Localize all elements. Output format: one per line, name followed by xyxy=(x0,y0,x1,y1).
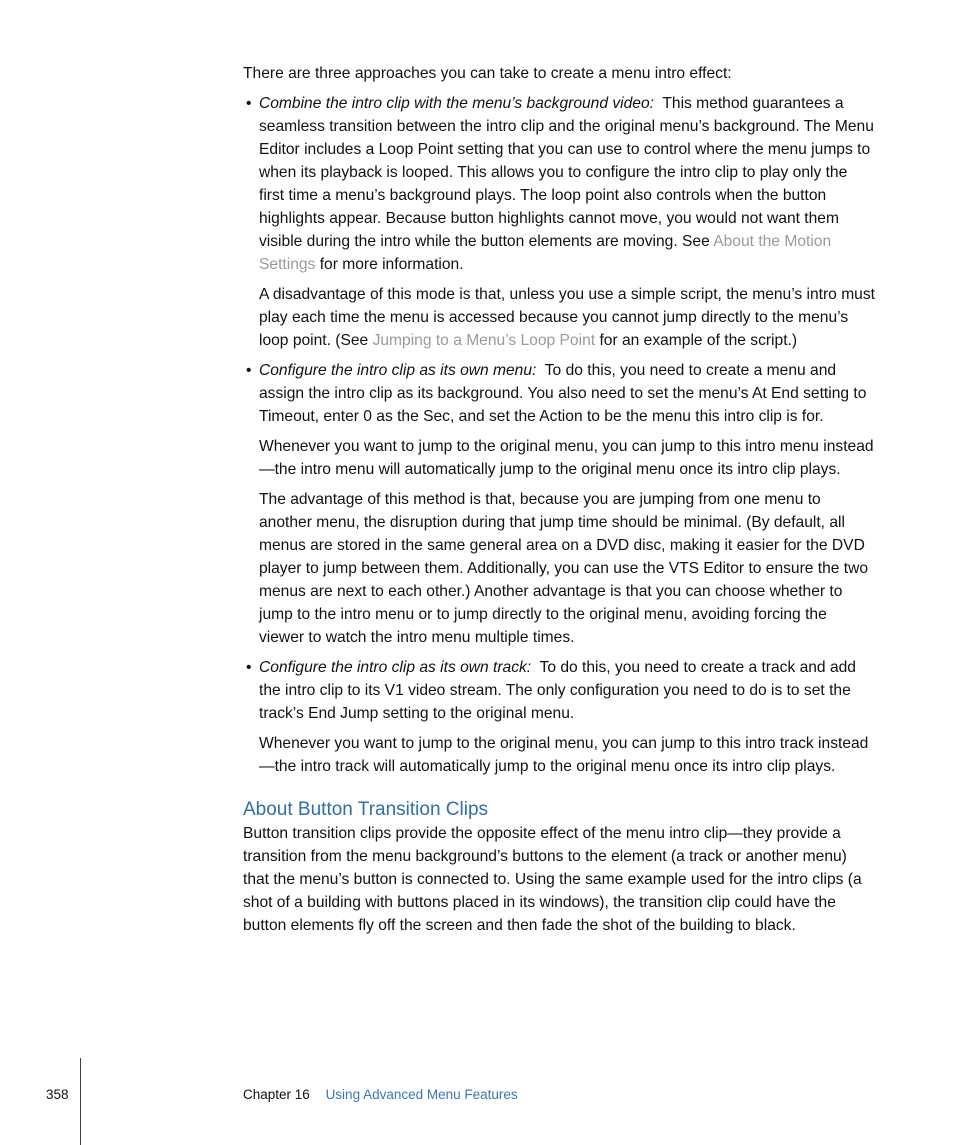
section-body: Button transition clips provide the opposite effect of the menu intro clip—they provide a transition from the menu background’s buttons to the element (a track or another menu) that the menu’s button is connected to. Using the same example used for the intro clips (a shot of a building with buttons placed in its windows), the transition clip could have the button elements fly off the screen and then fade the shot of the building to black. xyxy=(243,825,862,934)
bullet-text: To do this, you need to create a menu and assign the intro clip as its background. You also need to set the menu’s At End setting to Timeout, enter 0 as the Sec, and set the Action to be the menu this intro clip is for. xyxy=(259,362,867,425)
bullet-item xyxy=(243,92,875,276)
bullet-sub-paragraph xyxy=(243,283,875,352)
bullet-text: To do this, you need to create a track and add the intro clip to its V1 video stream. The only configuration you need to do is to set the track’s End Jump setting to the original menu. xyxy=(259,659,856,722)
link-jumping-to-loop-point[interactable]: Jumping to a Menu’s Loop Point xyxy=(372,332,596,349)
bullet-sub-paragraph: The advantage of this method is that, because you are jumping from one menu to another menu, the disruption during that jump time should be minimal. (By default, all menus are stored in the same general area on a DVD disc, making it easier for the DVD player to jump between them. Additionally, you can use the VTS Editor to ensure the two menus are next to each other.) Another advantage is that you can choose whether to jump to the intro menu or to jump directly to the original menu, avoiding forcing the viewer to watch the intro menu multiple times. xyxy=(259,491,869,646)
bullet-lead: Combine the intro clip with the menu’s background video: xyxy=(259,95,654,112)
chapter-title: Using Advanced Menu Features xyxy=(325,1087,518,1102)
bullet-text: This method guarantees a seamless transition between the intro clip and the original menu’s background. The Menu Editor includes a Loop Point setting that you can use to control where the menu jumps to when its playback is looped. This allows you to configure the intro clip to play only the first time a menu’s background plays. The loop point also controls when the button highlights appear. Because button highlights cannot move, you would not want them visible during the intro while the button elements are moving. See xyxy=(259,95,874,250)
footer-chapter xyxy=(243,1086,518,1104)
bullet-sub-paragraph: Whenever you want to jump to the original menu, you can jump to this intro track instead—the intro track will automatically jump to the original menu once its intro clip plays. xyxy=(259,735,869,775)
bullet-icon: • xyxy=(246,659,252,676)
bullet-icon: • xyxy=(246,362,252,379)
bullet-paragraph xyxy=(259,359,875,428)
chapter-label: Chapter 16 xyxy=(243,1087,310,1102)
bullet-lead: Configure the intro clip as its own menu: xyxy=(259,362,537,379)
bullet-paragraph xyxy=(259,92,875,276)
bullet-lead: Configure the intro clip as its own track: xyxy=(259,659,532,676)
bullet-icon: • xyxy=(246,95,252,112)
bullet-paragraph xyxy=(259,656,875,725)
intro-paragraph: There are three approaches you can take to create a menu intro effect: xyxy=(243,65,732,82)
bullet-item xyxy=(243,359,875,428)
bullet-sub-paragraph: Whenever you want to jump to the original menu, you can jump to this intro menu instead—the intro menu will automatically jump to the original menu once its intro clip plays. xyxy=(259,438,874,478)
bullet-item xyxy=(243,656,875,725)
bullet-text-after-link: for more information. xyxy=(319,256,464,273)
page-number: 358 xyxy=(46,1087,69,1102)
page-content xyxy=(243,62,875,937)
footer-divider xyxy=(80,1058,81,1145)
link-about-motion-settings[interactable]: About the Motion Settings xyxy=(259,233,832,273)
sub-text-after-link: for an example of the script.) xyxy=(599,332,798,349)
sub-text: A disadvantage of this mode is that, unless you use a simple script, the menu’s intro must play each time the menu is accessed because you cannot jump directly to the menu’s loop point. (See xyxy=(259,286,875,349)
section-heading: About Button Transition Clips xyxy=(243,799,489,820)
